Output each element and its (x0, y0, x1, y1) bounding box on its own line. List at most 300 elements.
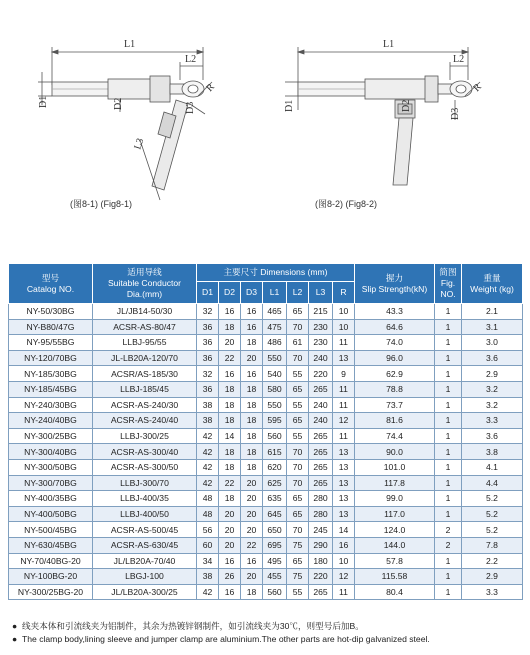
cell-strength: 99.0 (355, 491, 435, 507)
cell-weight: 5.2 (462, 491, 523, 507)
cell-d3: 16 (241, 304, 263, 320)
table-row (9, 491, 523, 507)
cell-l3: 240 (309, 413, 333, 429)
cell-d3: 20 (241, 491, 263, 507)
cell-l3: 220 (309, 569, 333, 585)
bullet-icon: ● (12, 621, 18, 631)
cell-r: 13 (333, 491, 355, 507)
label-l2: L2 (453, 54, 465, 65)
cell-strength: 124.0 (355, 522, 435, 538)
cell-l3: 180 (309, 553, 333, 569)
figure-8-2-drawing (265, 0, 530, 215)
cell-r: 12 (333, 413, 355, 429)
cell-l3: 265 (309, 584, 333, 600)
cell-strength: 96.0 (355, 350, 435, 366)
table-row (9, 397, 523, 413)
cell-d3: 16 (241, 319, 263, 335)
header-dimensions (197, 264, 355, 282)
cell-strength: 117.0 (355, 506, 435, 522)
cell-l3: 230 (309, 319, 333, 335)
cell-d3: 16 (241, 366, 263, 382)
cell-conductor: ACSR-AS-300/40 (93, 444, 197, 460)
cell-strength: 80.4 (355, 584, 435, 600)
label-l1: L1 (124, 39, 136, 50)
cell-fig: 1 (435, 459, 462, 475)
cell-strength: 81.6 (355, 413, 435, 429)
header-fig-en2: NO. (440, 289, 456, 299)
cell-d3: 18 (241, 381, 263, 397)
cell-catalog: NY-120/70BG (9, 350, 93, 366)
header-conductor-cn: 适用导线 (127, 267, 162, 277)
cell-catalog: NY-95/55BG (9, 335, 93, 351)
cell-conductor: ACSR-AS-300/50 (93, 459, 197, 475)
cell-d2: 14 (219, 428, 241, 444)
cell-conductor: JL/LB20A-300/25 (93, 584, 197, 600)
cell-fig: 1 (435, 584, 462, 600)
cell-d1: 56 (197, 522, 219, 538)
cell-d2: 20 (219, 506, 241, 522)
cell-l3: 245 (309, 522, 333, 538)
cell-strength: 101.0 (355, 459, 435, 475)
header-r: R (333, 282, 355, 304)
cell-l2: 70 (287, 522, 309, 538)
cell-weight: 3.3 (462, 584, 523, 600)
header-catalog (9, 264, 93, 304)
cell-r: 11 (333, 381, 355, 397)
cell-fig: 1 (435, 475, 462, 491)
cell-catalog: NY-400/35BG (9, 491, 93, 507)
table-row (9, 475, 523, 491)
cell-d2: 18 (219, 459, 241, 475)
cell-l2: 55 (287, 397, 309, 413)
cell-d3: 18 (241, 444, 263, 460)
cell-d1: 48 (197, 491, 219, 507)
label-d1: D1 (284, 99, 295, 112)
cell-d2: 22 (219, 475, 241, 491)
cell-weight: 3.1 (462, 319, 523, 335)
cell-weight: 2.2 (462, 553, 523, 569)
cell-fig: 1 (435, 335, 462, 351)
header-strength-cn: 握力 (385, 272, 404, 283)
cell-fig: 1 (435, 381, 462, 397)
header-d1: D1 (197, 282, 219, 304)
label-d2: D2 (113, 97, 124, 110)
cell-catalog: NY-300/40BG (9, 444, 93, 460)
cell-l2: 75 (287, 537, 309, 553)
cell-r: 13 (333, 350, 355, 366)
header-fig-en1: Fig. (440, 278, 456, 288)
cell-l1: 550 (263, 350, 287, 366)
note-en (12, 633, 430, 646)
bullet-icon: ● (12, 634, 18, 644)
cell-d2: 26 (219, 569, 241, 585)
cell-l2: 75 (287, 569, 309, 585)
cell-d1: 36 (197, 319, 219, 335)
cell-d2: 18 (219, 319, 241, 335)
cell-l3: 265 (309, 475, 333, 491)
figures-area (0, 0, 530, 258)
cell-l2: 65 (287, 553, 309, 569)
cell-l2: 70 (287, 475, 309, 491)
cell-l1: 615 (263, 444, 287, 460)
header-d2: D2 (219, 282, 241, 304)
cell-d2: 18 (219, 491, 241, 507)
cell-strength: 78.8 (355, 381, 435, 397)
cell-conductor: ACSR-AS-240/30 (93, 397, 197, 413)
cell-weight: 2.1 (462, 304, 523, 320)
cell-d2: 16 (219, 366, 241, 382)
cell-l2: 70 (287, 444, 309, 460)
cell-d1: 34 (197, 553, 219, 569)
cell-fig: 1 (435, 350, 462, 366)
cell-catalog: NY-185/30BG (9, 366, 93, 382)
cell-fig: 1 (435, 506, 462, 522)
cell-weight: 3.3 (462, 413, 523, 429)
cell-conductor: JL/JB14-50/30 (93, 304, 197, 320)
cell-weight: 3.0 (462, 335, 523, 351)
cell-d1: 42 (197, 584, 219, 600)
header-l1: L1 (263, 282, 287, 304)
header-d3: D3 (241, 282, 263, 304)
table-row (9, 335, 523, 351)
cell-l3: 265 (309, 459, 333, 475)
figure-8-1-caption-en: (Fig8-1) (100, 199, 133, 209)
cell-weight: 7.8 (462, 537, 523, 553)
header-conductor (93, 264, 197, 304)
figure-8-1 (0, 0, 265, 215)
label-l3: L3 (132, 136, 147, 151)
cell-catalog: NY-100BG-20 (9, 569, 93, 585)
cell-strength: 117.8 (355, 475, 435, 491)
cell-l1: 650 (263, 522, 287, 538)
label-l2: L2 (185, 54, 197, 65)
cell-l2: 70 (287, 350, 309, 366)
cell-d3: 20 (241, 569, 263, 585)
table-row (9, 584, 523, 600)
label-d2: D2 (401, 99, 412, 112)
cell-catalog: NY-300/50BG (9, 459, 93, 475)
cell-fig: 1 (435, 444, 462, 460)
cell-fig: 1 (435, 413, 462, 429)
figure-8-2 (265, 0, 530, 215)
table-row (9, 459, 523, 475)
cell-r: 13 (333, 506, 355, 522)
figure-8-1-caption (70, 197, 132, 210)
cell-l2: 61 (287, 335, 309, 351)
cell-d2: 16 (219, 584, 241, 600)
cell-l2: 55 (287, 584, 309, 600)
figure-8-1-drawing (0, 0, 265, 215)
cell-r: 16 (333, 537, 355, 553)
cell-strength: 73.7 (355, 397, 435, 413)
cell-d3: 20 (241, 350, 263, 366)
cell-strength: 74.0 (355, 335, 435, 351)
cell-l1: 560 (263, 584, 287, 600)
cell-conductor: LBGJ-100 (93, 569, 197, 585)
cell-l2: 55 (287, 366, 309, 382)
cell-d2: 22 (219, 350, 241, 366)
cell-d2: 18 (219, 397, 241, 413)
cell-strength: 43.3 (355, 304, 435, 320)
cell-d2: 18 (219, 381, 241, 397)
cell-conductor: ACSR/AS-185/30 (93, 366, 197, 382)
cell-conductor: LLBJ-95/55 (93, 335, 197, 351)
cell-d1: 38 (197, 569, 219, 585)
table-row (9, 366, 523, 382)
cell-weight: 3.8 (462, 444, 523, 460)
cell-r: 11 (333, 335, 355, 351)
cell-weight: 2.9 (462, 366, 523, 382)
cell-catalog: NY-185/45BG (9, 381, 93, 397)
cell-d1: 38 (197, 397, 219, 413)
cell-fig: 1 (435, 491, 462, 507)
table-row (9, 506, 523, 522)
cell-d2: 18 (219, 444, 241, 460)
cell-fig: 1 (435, 397, 462, 413)
cell-d1: 36 (197, 381, 219, 397)
cell-catalog: NY-300/25BG (9, 428, 93, 444)
cell-l1: 550 (263, 397, 287, 413)
cell-d1: 36 (197, 335, 219, 351)
cell-l1: 625 (263, 475, 287, 491)
figure-8-2-caption-cn: (图8-2) (315, 199, 344, 209)
note-en-text: The clamp body,lining sleeve and jumper clamp are aluminium.The other parts are hot-dip galvanized steel. (22, 634, 430, 644)
cell-d1: 42 (197, 444, 219, 460)
spec-table (8, 263, 523, 600)
header-l2: L2 (287, 282, 309, 304)
cell-l1: 560 (263, 428, 287, 444)
header-fig (435, 264, 462, 304)
label-l1: L1 (383, 39, 395, 50)
cell-fig: 1 (435, 553, 462, 569)
cell-d3: 16 (241, 553, 263, 569)
cell-l2: 70 (287, 459, 309, 475)
cell-l3: 280 (309, 491, 333, 507)
cell-l1: 695 (263, 537, 287, 553)
cell-d1: 32 (197, 304, 219, 320)
label-d1: D1 (38, 95, 49, 108)
table-row (9, 381, 523, 397)
cell-fig: 1 (435, 319, 462, 335)
cell-strength: 57.8 (355, 553, 435, 569)
cell-d2: 16 (219, 304, 241, 320)
label-d3: D3 (185, 101, 196, 114)
cell-catalog: NY-B80/47G (9, 319, 93, 335)
cell-fig: 1 (435, 304, 462, 320)
cell-conductor: LLBJ-400/35 (93, 491, 197, 507)
cell-l1: 455 (263, 569, 287, 585)
cell-weight: 2.9 (462, 569, 523, 585)
cell-d1: 60 (197, 537, 219, 553)
cell-l1: 580 (263, 381, 287, 397)
cell-conductor: ACSR-AS-500/45 (93, 522, 197, 538)
cell-r: 14 (333, 522, 355, 538)
cell-strength: 144.0 (355, 537, 435, 553)
cell-l1: 635 (263, 491, 287, 507)
cell-l3: 265 (309, 428, 333, 444)
cell-l1: 595 (263, 413, 287, 429)
cell-r: 10 (333, 304, 355, 320)
cell-catalog: NY-300/70BG (9, 475, 93, 491)
cell-r: 13 (333, 444, 355, 460)
cell-l3: 265 (309, 381, 333, 397)
cell-weight: 3.6 (462, 428, 523, 444)
cell-catalog: NY-70/40BG-20 (9, 553, 93, 569)
header-dimensions-cn: 主要尺寸 (223, 267, 258, 277)
table-row (9, 304, 523, 320)
cell-d1: 32 (197, 366, 219, 382)
cell-d2: 20 (219, 522, 241, 538)
cell-l1: 475 (263, 319, 287, 335)
cell-l3: 240 (309, 350, 333, 366)
cell-conductor: LLBJ-300/70 (93, 475, 197, 491)
figure-8-2-caption-en: (Fig8-2) (345, 199, 378, 209)
cell-catalog: NY-240/30BG (9, 397, 93, 413)
cell-strength: 90.0 (355, 444, 435, 460)
cell-catalog: NY-500/45BG (9, 522, 93, 538)
cell-d3: 18 (241, 584, 263, 600)
cell-l2: 65 (287, 381, 309, 397)
cell-l3: 265 (309, 444, 333, 460)
cell-l1: 465 (263, 304, 287, 320)
cell-weight: 3.2 (462, 381, 523, 397)
cell-strength: 62.9 (355, 366, 435, 382)
cell-d3: 18 (241, 397, 263, 413)
cell-r: 12 (333, 569, 355, 585)
header-weight-cn: 重量 (483, 272, 501, 283)
cell-l2: 55 (287, 428, 309, 444)
header-l3: L3 (309, 282, 333, 304)
cell-d3: 18 (241, 459, 263, 475)
cell-d3: 20 (241, 475, 263, 491)
header-strength-en: Slip Strength(kN) (361, 283, 428, 294)
figure-8-2-caption (315, 197, 377, 210)
cell-d3: 18 (241, 413, 263, 429)
header-conductor-en2: Dia.(mm) (126, 289, 163, 299)
table-row (9, 537, 523, 553)
table-row (9, 413, 523, 429)
cell-strength: 115.58 (355, 569, 435, 585)
figure-8-1-caption-cn: (图8-1) (70, 199, 99, 209)
cell-catalog: NY-50/30BG (9, 304, 93, 320)
header-catalog-en: Catalog NO. (26, 283, 75, 294)
cell-weight: 3.6 (462, 350, 523, 366)
cell-d2: 20 (219, 537, 241, 553)
cell-r: 11 (333, 428, 355, 444)
cell-fig: 2 (435, 522, 462, 538)
cell-l1: 620 (263, 459, 287, 475)
cell-conductor: ACSR-AS-80/47 (93, 319, 197, 335)
cell-catalog: NY-240/40BG (9, 413, 93, 429)
table-row (9, 553, 523, 569)
cell-l2: 65 (287, 413, 309, 429)
cell-conductor: LLBJ-400/50 (93, 506, 197, 522)
cell-l3: 290 (309, 537, 333, 553)
cell-l2: 65 (287, 304, 309, 320)
cell-l1: 540 (263, 366, 287, 382)
cell-catalog: NY-300/25BG-20 (9, 584, 93, 600)
note-cn-text: 线夹本体和引流线夹为铝制件，其余为热镀锌钢制件，如引流线夹为30℃，则型号后加B。 (22, 621, 364, 631)
cell-conductor: ACSR-AS-240/40 (93, 413, 197, 429)
cell-l2: 65 (287, 506, 309, 522)
cell-r: 9 (333, 366, 355, 382)
cell-weight: 5.2 (462, 506, 523, 522)
cell-r: 11 (333, 397, 355, 413)
header-conductor-en1: Suitable Conductor (107, 278, 182, 288)
cell-d2: 20 (219, 335, 241, 351)
cell-d2: 16 (219, 553, 241, 569)
table-row (9, 522, 523, 538)
cell-d1: 36 (197, 350, 219, 366)
cell-l2: 65 (287, 491, 309, 507)
note-cn (12, 620, 430, 633)
cell-conductor: LLBJ-300/25 (93, 428, 197, 444)
cell-d3: 20 (241, 506, 263, 522)
cell-d3: 22 (241, 537, 263, 553)
cell-l3: 215 (309, 304, 333, 320)
header-weight (462, 264, 523, 304)
cell-l1: 495 (263, 553, 287, 569)
header-weight-en: Weight (kg) (470, 283, 514, 294)
cell-r: 13 (333, 475, 355, 491)
cell-r: 13 (333, 459, 355, 475)
cell-l3: 220 (309, 366, 333, 382)
cell-l3: 230 (309, 335, 333, 351)
header-dimensions-en: Dimensions (mm) (260, 267, 328, 277)
cell-strength: 64.6 (355, 319, 435, 335)
cell-d1: 38 (197, 413, 219, 429)
cell-l3: 240 (309, 397, 333, 413)
cell-conductor: ACSR-AS-630/45 (93, 537, 197, 553)
cell-d2: 18 (219, 413, 241, 429)
spec-table-body (9, 304, 523, 600)
cell-l2: 70 (287, 319, 309, 335)
cell-l1: 645 (263, 506, 287, 522)
cell-conductor: JL-LB20A-120/70 (93, 350, 197, 366)
cell-conductor: JL/LB20A-70/40 (93, 553, 197, 569)
cell-l3: 280 (309, 506, 333, 522)
notes (12, 620, 430, 646)
cell-catalog: NY-630/45BG (9, 537, 93, 553)
cell-d1: 42 (197, 459, 219, 475)
cell-weight: 4.4 (462, 475, 523, 491)
cell-d3: 20 (241, 522, 263, 538)
cell-fig: 1 (435, 428, 462, 444)
cell-r: 11 (333, 584, 355, 600)
cell-weight: 3.2 (462, 397, 523, 413)
cell-d1: 48 (197, 506, 219, 522)
cell-l1: 486 (263, 335, 287, 351)
cell-fig: 1 (435, 366, 462, 382)
cell-d3: 18 (241, 335, 263, 351)
cell-catalog: NY-400/50BG (9, 506, 93, 522)
label-r: R (204, 81, 217, 95)
cell-r: 10 (333, 553, 355, 569)
table-row (9, 319, 523, 335)
header-strength (355, 264, 435, 304)
label-d3: D3 (450, 107, 461, 120)
cell-conductor: LLBJ-185/45 (93, 381, 197, 397)
label-r: R (471, 81, 484, 95)
table-row (9, 444, 523, 460)
table-row (9, 350, 523, 366)
cell-d3: 18 (241, 428, 263, 444)
cell-r: 10 (333, 319, 355, 335)
cell-weight: 5.2 (462, 522, 523, 538)
cell-fig: 1 (435, 569, 462, 585)
cell-d1: 42 (197, 475, 219, 491)
header-catalog-cn: 型号 (41, 272, 60, 283)
